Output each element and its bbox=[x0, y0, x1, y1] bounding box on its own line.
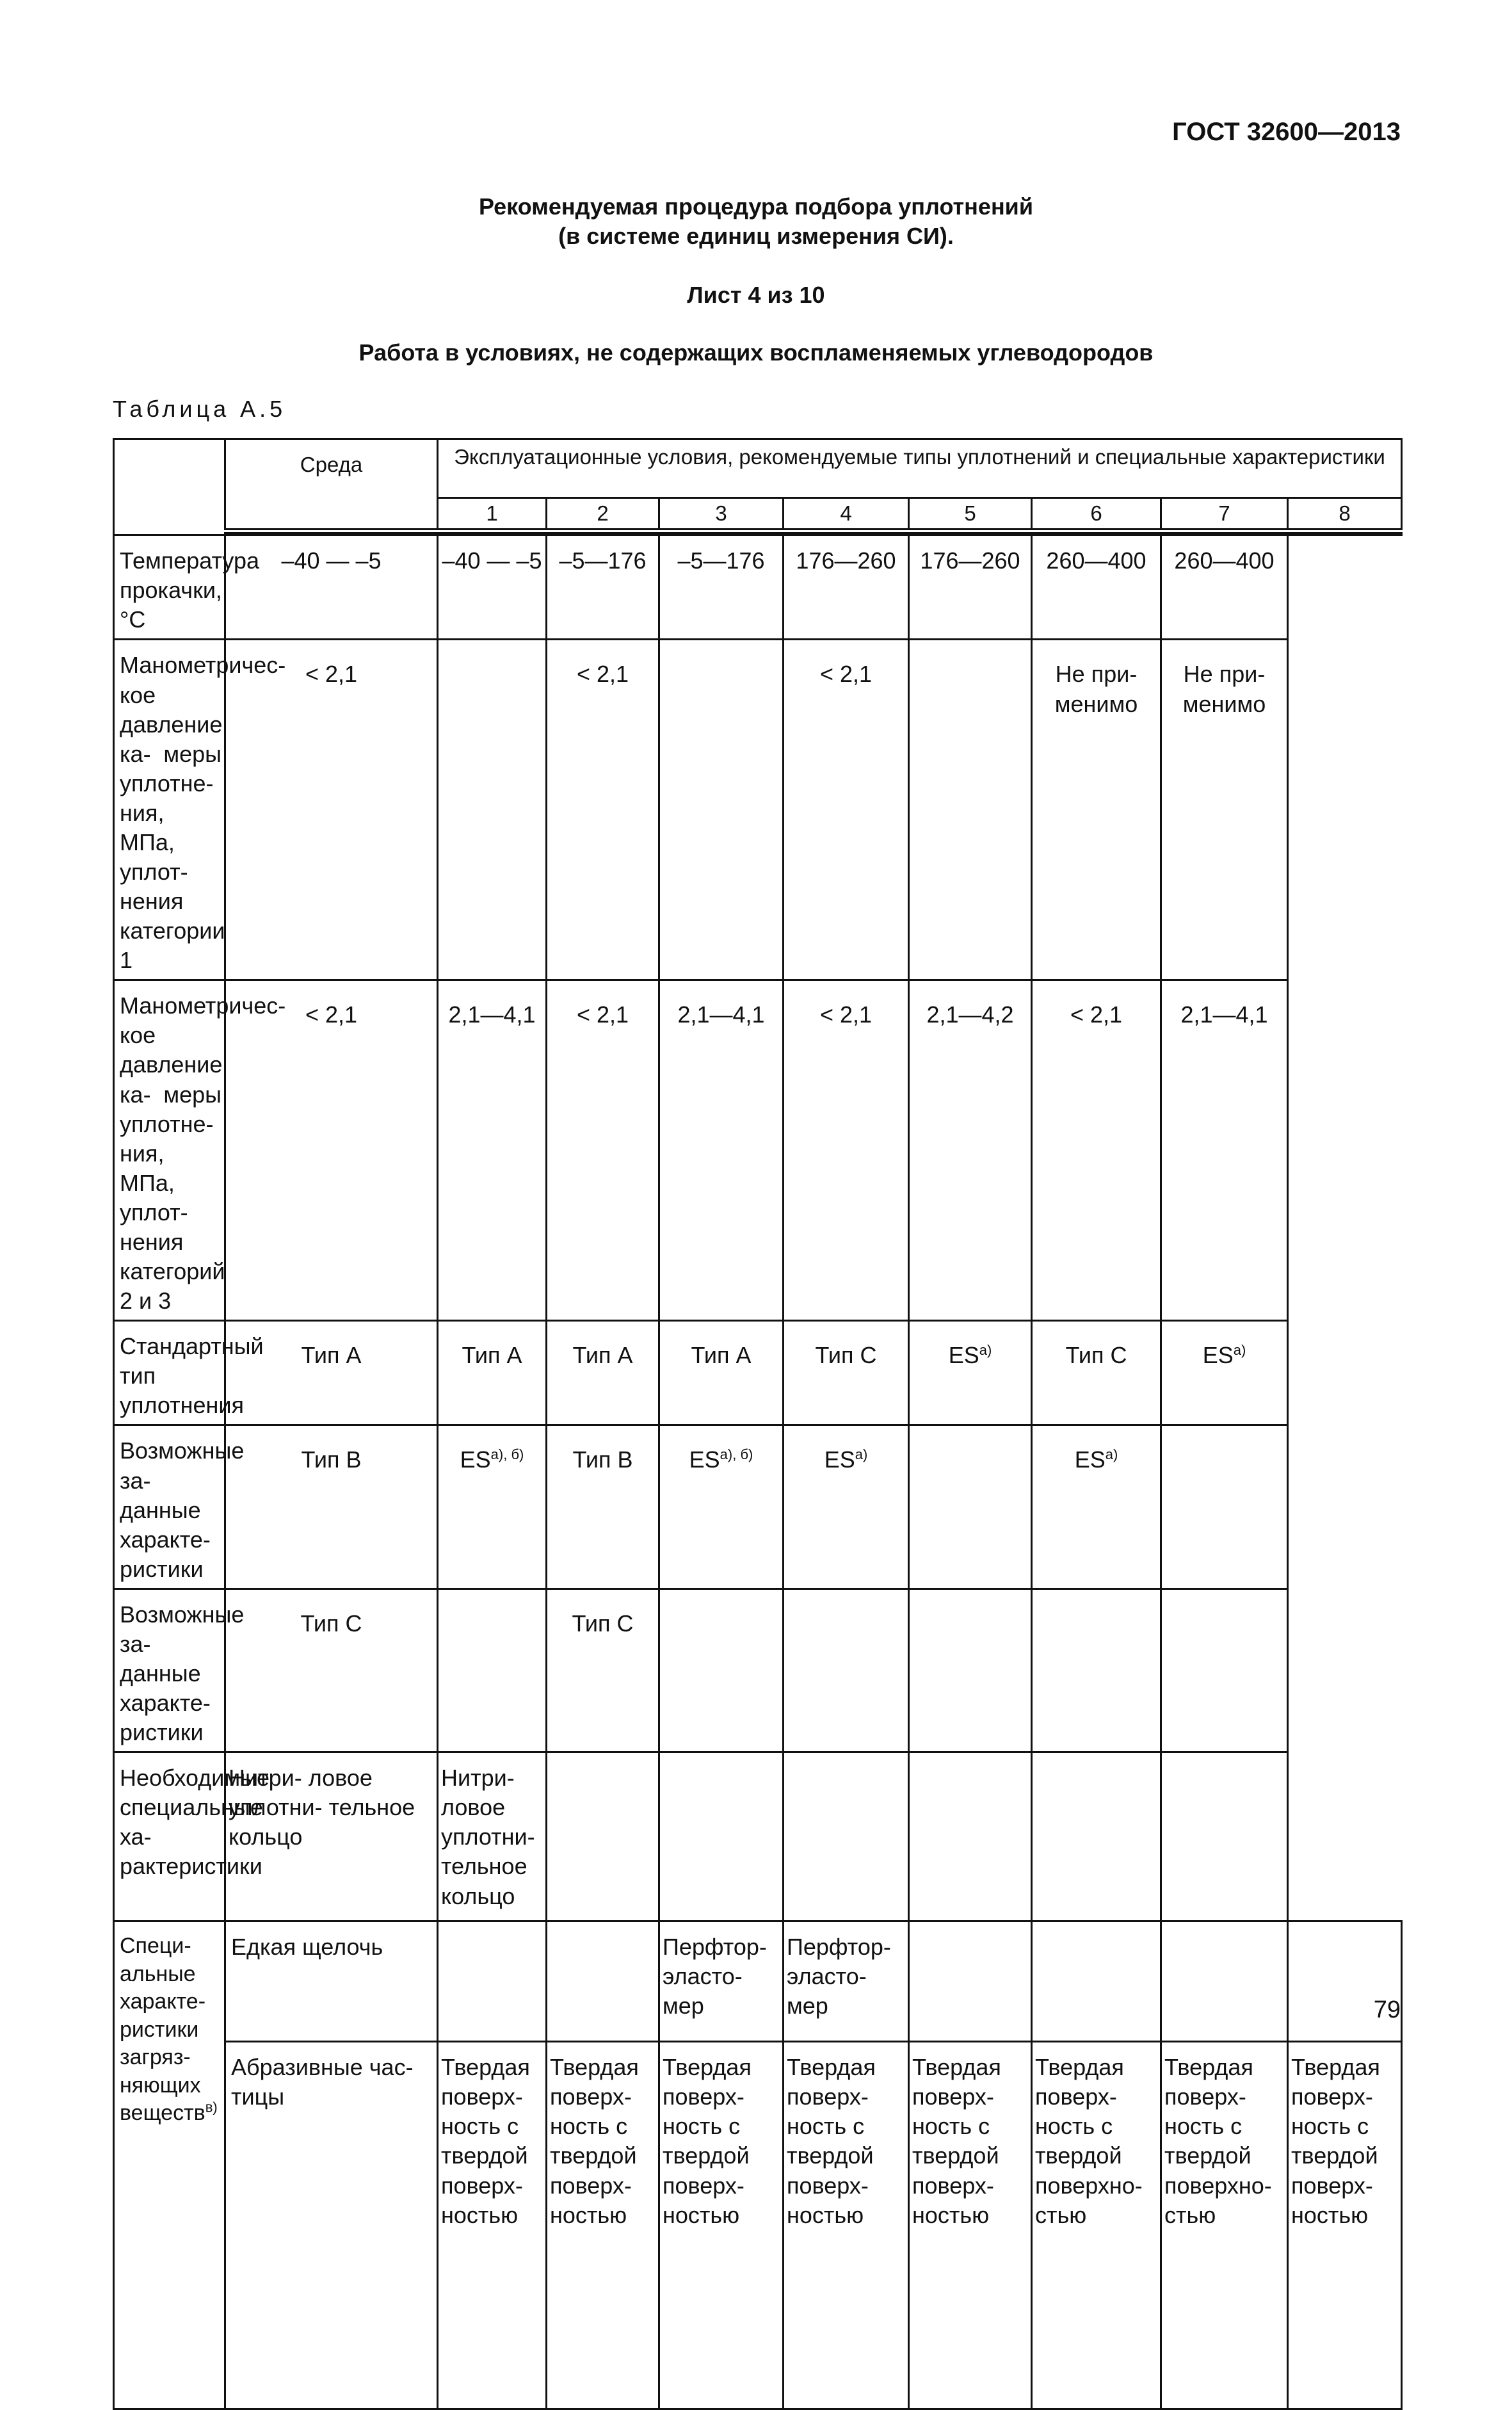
cell-value: 176—260 bbox=[920, 547, 1020, 574]
cell-value: Перфтор- эласто- мер bbox=[663, 1934, 767, 2019]
cell-value: Твердая поверх- ность с твердой поверх- ностью bbox=[912, 2054, 1001, 2228]
table-cell bbox=[659, 1321, 784, 1425]
table-cell bbox=[1032, 1425, 1161, 1589]
table-cell bbox=[1032, 535, 1161, 640]
title-line-2: (в системе единиц измерения СИ). bbox=[558, 223, 954, 249]
table-cell bbox=[438, 1321, 547, 1425]
table-row bbox=[114, 2042, 1402, 2409]
table-cell bbox=[438, 535, 547, 640]
cell-value: Твердая поверх- ность с твердой поверхно- стью bbox=[1035, 2054, 1143, 2228]
column-number-4: 4 bbox=[784, 498, 909, 531]
standard-number: ГОСТ 32600—2013 bbox=[1172, 118, 1401, 146]
cell-value: –40 — –5 bbox=[281, 547, 382, 574]
row-label: Возможные за- данные характе- ристики bbox=[114, 1425, 225, 1589]
table-cell bbox=[784, 1425, 909, 1589]
cell-value: –40 — –5 bbox=[442, 547, 542, 574]
table-cell bbox=[659, 1425, 784, 1589]
cell-footnote: а) bbox=[1105, 1446, 1118, 1463]
cell-value: < 2,1 bbox=[305, 661, 358, 688]
table-cell bbox=[909, 1589, 1032, 1752]
table-cell bbox=[438, 1425, 547, 1589]
cell-value: Твердая поверх- ность с твердой поверх- ностью bbox=[550, 2054, 639, 2228]
table-cell bbox=[784, 980, 909, 1321]
medium-header: Среда bbox=[225, 439, 438, 531]
column-number-2: 2 bbox=[547, 498, 659, 531]
table-cell bbox=[909, 980, 1032, 1321]
cell-value: Не при- менимо bbox=[1182, 661, 1266, 717]
table-cell bbox=[909, 1752, 1032, 1921]
cell-value: Твердая поверх- ность с твердой поверх- ностью bbox=[1291, 2054, 1380, 2228]
table-cell bbox=[909, 535, 1032, 640]
table-cell bbox=[225, 1752, 438, 1921]
group-label-footnote: в) bbox=[205, 2099, 218, 2115]
title-line-1: Рекомендуемая процедура подбора уплотнений bbox=[479, 193, 1033, 220]
cell-value: Твердая поверх- ность с твердой поверх- ностью bbox=[787, 2054, 876, 2228]
table-cell bbox=[547, 2042, 659, 2409]
table-cell bbox=[909, 640, 1032, 980]
cell-value: ES bbox=[460, 1446, 491, 1473]
cell-value: 176—260 bbox=[796, 547, 896, 574]
cell-value: < 2,1 bbox=[819, 1001, 873, 1028]
table-cell bbox=[784, 535, 909, 640]
column-number-7: 7 bbox=[1161, 498, 1288, 531]
table-cell bbox=[1161, 1752, 1288, 1921]
cell-value: Твердая поверх- ность с твердой поверхно- стью bbox=[1164, 2054, 1272, 2228]
table-cell bbox=[909, 1321, 1032, 1425]
table-cell bbox=[784, 1321, 909, 1425]
cell-value: Тип С bbox=[1065, 1342, 1127, 1369]
cell-value: ES bbox=[689, 1446, 720, 1473]
table-cell bbox=[784, 1589, 909, 1752]
table-cell bbox=[659, 1589, 784, 1752]
table-cell bbox=[1161, 535, 1288, 640]
cell-footnote: а), б) bbox=[720, 1446, 753, 1463]
cell-footnote: а) bbox=[979, 1342, 992, 1359]
cell-value: 2,1—4,1 bbox=[677, 1001, 765, 1028]
table-cell bbox=[547, 1921, 659, 2042]
table-cell bbox=[659, 2042, 784, 2409]
table-cell bbox=[438, 1752, 547, 1921]
special-characteristics-group-label bbox=[114, 1921, 225, 2409]
cell-value: Не при- менимо bbox=[1054, 661, 1138, 717]
table-cell bbox=[547, 1321, 659, 1425]
cell-footnote: а) bbox=[1233, 1342, 1246, 1359]
cell-value: ES bbox=[948, 1342, 979, 1369]
column-number-6: 6 bbox=[1032, 498, 1161, 531]
table-cell bbox=[547, 535, 659, 640]
table-cell bbox=[438, 640, 547, 980]
cell-value: –5—176 bbox=[677, 547, 765, 574]
table-cell bbox=[784, 1921, 909, 2042]
condition-title: Работа в условиях, не содержащих воспламеняемых углеводородов bbox=[358, 339, 1154, 366]
table-cell bbox=[1032, 640, 1161, 980]
table-cell bbox=[909, 1921, 1032, 2042]
table-cell bbox=[438, 2042, 547, 2409]
cell-value: Тип А bbox=[691, 1342, 752, 1369]
column-number-3: 3 bbox=[659, 498, 784, 531]
conditions-header: Эксплуатационные условия, рекомендуемые типы уплотнений и специальные характеристики bbox=[438, 439, 1402, 498]
table-cell bbox=[225, 640, 438, 980]
cell-value: 260—400 bbox=[1174, 547, 1275, 574]
cell-value: Тип С bbox=[815, 1342, 877, 1369]
cell-value: < 2,1 bbox=[305, 1001, 358, 1028]
row-label: Манометричес- кое давление ка- меры уплотне- ния, МПа, уплот- нения категории 1 bbox=[114, 640, 225, 980]
cell-value: –5—176 bbox=[559, 547, 647, 574]
table-cell bbox=[659, 535, 784, 640]
table-row bbox=[114, 1921, 1402, 2042]
row-label: Температура прокачки, °С bbox=[114, 535, 225, 640]
table-cell bbox=[1032, 980, 1161, 1321]
table-cell bbox=[1032, 1321, 1161, 1425]
table-cell bbox=[1161, 980, 1288, 1321]
table-cell bbox=[909, 2042, 1032, 2409]
column-number-1: 1 bbox=[438, 498, 547, 531]
cell-value: Тип В bbox=[301, 1446, 362, 1473]
cell-value: Тип А bbox=[462, 1342, 522, 1369]
table-row bbox=[114, 1752, 1402, 1921]
cell-footnote: а), б) bbox=[490, 1446, 524, 1463]
cell-value: Тип С bbox=[572, 1610, 634, 1637]
table-cell bbox=[784, 1752, 909, 1921]
group-blank-cell bbox=[114, 439, 225, 535]
table-cell bbox=[547, 980, 659, 1321]
table-cell bbox=[659, 1752, 784, 1921]
table-cell bbox=[659, 640, 784, 980]
table-row bbox=[114, 535, 1402, 640]
cell-value: Твердая поверх- ность с твердой поверх- ностью bbox=[663, 2054, 752, 2228]
table-cell bbox=[1161, 640, 1288, 980]
table-row bbox=[114, 980, 1402, 1321]
cell-value: < 2,1 bbox=[1070, 1001, 1123, 1028]
cell-value: Нитри- ловое уплотни- тельное кольцо bbox=[441, 1765, 535, 1909]
cell-value: ES bbox=[1074, 1446, 1106, 1473]
cell-value: Тип А bbox=[301, 1342, 362, 1369]
table-cell bbox=[547, 1589, 659, 1752]
row-label: Манометричес- кое давление ка- меры уплотне- ния, МПа, уплот- нения категорий 2 и 3 bbox=[114, 980, 225, 1321]
cell-value: Перфтор- эласто- мер bbox=[787, 1934, 891, 2019]
table-row bbox=[114, 1589, 1402, 1752]
cell-value: Твердая поверх- ность с твердой поверх- ностью bbox=[441, 2054, 530, 2228]
table-cell bbox=[1032, 1589, 1161, 1752]
table-row bbox=[114, 1425, 1402, 1589]
table-cell bbox=[1032, 1752, 1161, 1921]
group-label-text: Специ- альные характе- ристики загряз- няющих веществ bbox=[120, 1934, 206, 2126]
table-row bbox=[114, 640, 1402, 980]
row-label: Возможные за- данные характе- ристики bbox=[114, 1589, 225, 1752]
table-cell bbox=[225, 1425, 438, 1589]
row-label: Стандартный тип уплотнения bbox=[114, 1321, 225, 1425]
table-cell bbox=[1032, 2042, 1161, 2409]
table-cell bbox=[1032, 1921, 1161, 2042]
cell-value: ES bbox=[824, 1446, 855, 1473]
seal-selection-table bbox=[113, 438, 1403, 2410]
table-cell bbox=[547, 640, 659, 980]
table-cell bbox=[1161, 2042, 1288, 2409]
row-label: Едкая щелочь bbox=[225, 1921, 438, 2042]
sheet-label: Лист 4 из 10 bbox=[687, 282, 825, 308]
cell-footnote: а) bbox=[855, 1446, 868, 1463]
cell-value: 260—400 bbox=[1046, 547, 1146, 574]
table-cell bbox=[659, 980, 784, 1321]
table-cell bbox=[1288, 2042, 1402, 2409]
row-label: Необходимые специальные ха- рактеристики bbox=[114, 1752, 225, 1921]
cell-value: Тип А bbox=[572, 1342, 633, 1369]
table-cell bbox=[547, 1752, 659, 1921]
cell-value: ES bbox=[1202, 1342, 1234, 1369]
cell-value: 2,1—4,1 bbox=[1180, 1001, 1268, 1028]
table-cell bbox=[547, 1425, 659, 1589]
table-cell bbox=[784, 2042, 909, 2409]
table-cell bbox=[225, 980, 438, 1321]
table-cell bbox=[909, 1425, 1032, 1589]
table-cell bbox=[438, 1589, 547, 1752]
table-cell bbox=[1161, 1921, 1288, 2042]
table-cell bbox=[438, 980, 547, 1321]
table-label: Таблица А.5 bbox=[113, 396, 287, 422]
table-cell bbox=[438, 1921, 547, 2042]
page-number: 79 bbox=[1373, 1996, 1401, 2023]
table-cell bbox=[1161, 1589, 1288, 1752]
row-label: Абразивные час- тицы bbox=[225, 2042, 438, 2409]
table-cell bbox=[1161, 1321, 1288, 1425]
column-number-8: 8 bbox=[1288, 498, 1402, 531]
cell-value: 2,1—4,2 bbox=[926, 1001, 1014, 1028]
cell-value: Тип С bbox=[300, 1610, 362, 1637]
cell-value: Нитри- ловое уплотни- тельное кольцо bbox=[229, 1765, 415, 1850]
table-row bbox=[114, 1321, 1402, 1425]
cell-value: Тип В bbox=[572, 1446, 633, 1473]
table-cell bbox=[659, 1921, 784, 2042]
column-number-5: 5 bbox=[909, 498, 1032, 531]
cell-value: < 2,1 bbox=[576, 1001, 629, 1028]
table-cell bbox=[1161, 1425, 1288, 1589]
separator-cell bbox=[1288, 531, 1402, 535]
table-cell bbox=[225, 1589, 438, 1752]
cell-value: 2,1—4,1 bbox=[448, 1001, 536, 1028]
table-cell bbox=[784, 640, 909, 980]
cell-value: < 2,1 bbox=[819, 661, 873, 688]
cell-value: < 2,1 bbox=[576, 661, 629, 688]
